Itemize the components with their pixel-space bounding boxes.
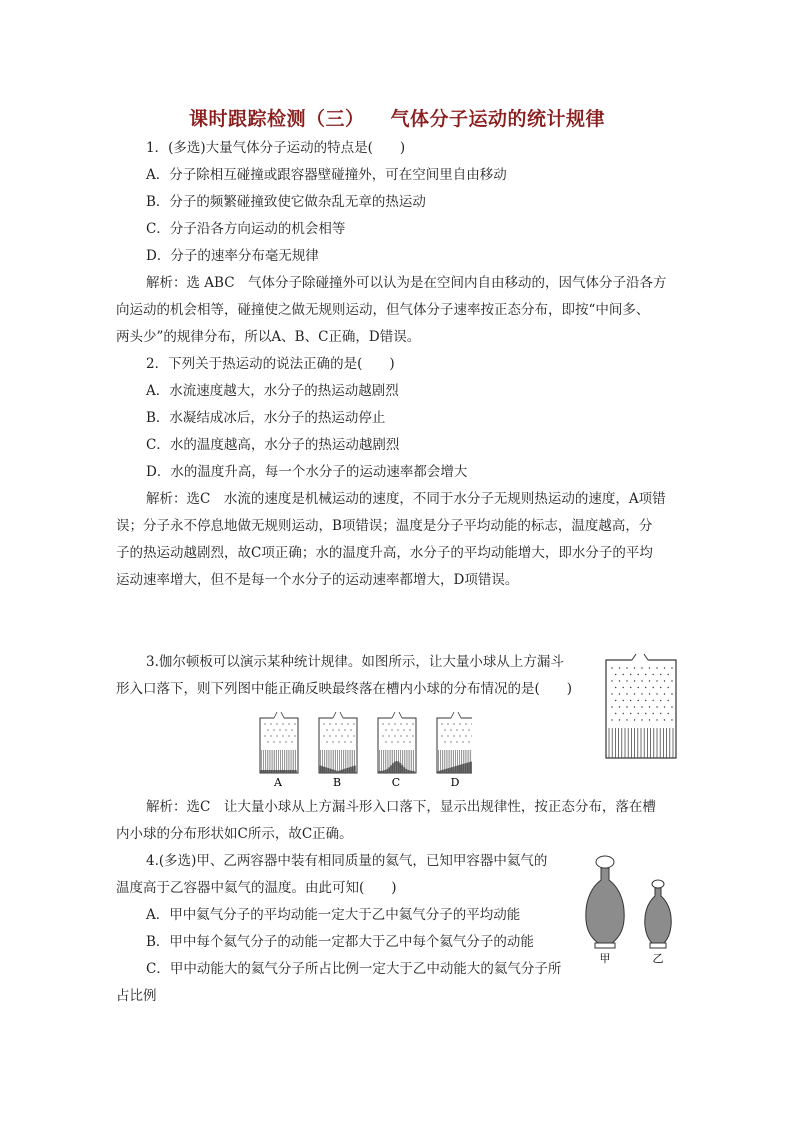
vessel-jia	[586, 856, 624, 948]
option-board	[319, 712, 358, 773]
option-label-d: D	[450, 776, 460, 789]
q4-option-c-line-2: 占比例	[116, 988, 157, 1004]
option-label-b: B	[332, 776, 342, 789]
slot-array	[609, 728, 673, 758]
q4-option-b: B．甲中每个氦气分子的动能一定都大于乙中每个氦气分子的动能	[146, 934, 534, 950]
q4-option-a: A．甲中氦气分子的平均动能一定大于乙中氦气分子的平均动能	[146, 907, 521, 923]
galton-board-figure	[600, 652, 680, 760]
q2-option-a: A．水流速度越大，水分子的热运动越剧烈	[146, 383, 399, 399]
q4-stem-line-1: 4.(多选)甲、乙两容器中装有相同质量的氦气，已知甲容器中氦气的	[146, 853, 548, 869]
option-label-a: A	[274, 776, 282, 789]
vessel-label-yi: 乙	[652, 952, 664, 965]
vessel-label-jia: 甲	[599, 952, 611, 965]
q1-analysis-line-1: 解析：选 ABC 气体分子除碰撞外可以认为是在空间内自由移动的，因气体分子沿各方	[146, 275, 667, 291]
option-board	[378, 712, 417, 773]
q2-analysis-line-1: 解析：选C 水流的速度是机械运动的速度，不同于水分子无规则热运动的速度，A项错	[146, 491, 666, 507]
q2-analysis-line-3: 子的热运动越剧烈，故C项正确；水的温度升高，水分子的平均动能增大，即水分子的平均	[116, 545, 653, 561]
q2-option-d: D．水的温度升高，每一个水分子的运动速率都会增大	[146, 464, 468, 480]
q2-option-c: C．水的温度越高，水分子的热运动越剧烈	[146, 437, 400, 453]
q1-option-d: D．分子的速率分布毫无规律	[146, 248, 319, 264]
q1-analysis-line-3: 两头少”的规律分布，所以A、B、C正确，D错误。	[116, 329, 421, 345]
vessels-figure	[580, 848, 680, 968]
q3-option-figures	[252, 710, 472, 790]
option-label-c: C	[391, 776, 401, 789]
q2-analysis-line-4: 运动速率增大，但不是每一个水分子的运动速率都增大，D项错误。	[116, 572, 519, 588]
q1-option-a: A．分子除相互碰撞或跟容器壁碰撞外，可在空间里自由移动	[146, 167, 507, 183]
vessel-yi	[645, 880, 671, 948]
q1-option-b: B．分子的频繁碰撞致使它做杂乱无章的热运动	[146, 194, 426, 210]
q1-option-c: C．分子沿各方向运动的机会相等	[146, 221, 346, 237]
q1-analysis-line-2: 向运动的机会相等，碰撞使之做无规则运动，但气体分子速率按正态分布，即按“中间多、	[116, 302, 650, 318]
q4-stem-line-2: 温度高于乙容器中氦气的温度。由此可知( )	[116, 880, 397, 896]
peg-array	[611, 667, 672, 720]
q3-analysis-line-1: 解析：选C 让大量小球从上方漏斗形入口落下，显示出规律性，按正态分布，落在槽	[146, 799, 656, 815]
page-title	[0, 104, 794, 131]
q2-analysis-line-2: 误；分子永不停息地做无规则运动，B项错误；温度是分子平均动能的标志，温度越高，分	[116, 518, 653, 534]
q3-analysis-line-2: 内小球的分布形状如C所示，故C正确。	[116, 826, 353, 842]
q1-stem: 1．(多选)大量气体分子运动的特点是( )	[146, 140, 406, 156]
q2-option-b: B．水凝结成冰后，水分子的热运动停止	[146, 410, 386, 426]
q2-stem: 2．下列关于热运动的说法正确的是( )	[146, 356, 395, 372]
option-board	[437, 712, 472, 773]
q3-stem-line-1: 3.伽尔顿板可以演示某种统计规律。如图所示，让大量小球从上方漏斗	[146, 654, 564, 670]
title-left: 课时跟踪检测（三）	[188, 108, 365, 130]
title-right: 气体分子运动的统计规律	[390, 108, 606, 130]
option-board	[260, 712, 299, 773]
q4-option-c-line-1: C．甲中动能大的氦气分子所占比例一定大于乙中动能大的氦气分子所	[146, 961, 562, 977]
q3-stem-line-2: 形入口落下，则下列图中能正确反映最终落在槽内小球的分布情况的是( )	[116, 681, 573, 697]
